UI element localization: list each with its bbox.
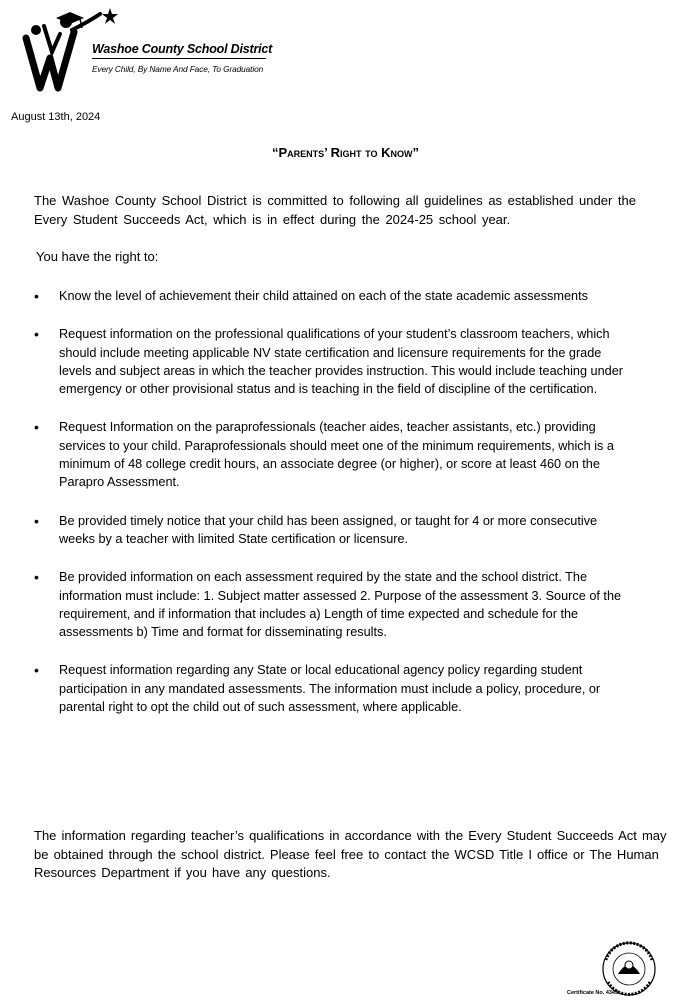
list-item [34,661,634,716]
document-title: “Parents’ Right to Know” [271,145,419,160]
bullet-icon: • [34,512,39,529]
list-item [34,568,634,641]
org-tagline: Every Child, By Name And Face, To Graduation [92,64,264,74]
list-item-text: Request Information on the paraprofessionals (teacher aides, teacher assistants, etc.) providing services to your child. Paraprofessionals should meet one of the minimum requirements, which is a minimum of 48 college credit hours, an associate degree (or higher), or score at least 460 on the Parapro Assessment. [59,420,614,490]
header-divider [92,58,266,59]
list-item [34,512,634,549]
bullet-icon: • [34,569,39,586]
bullet-icon: • [34,326,39,343]
list-item-text: Know the level of achievement their child attained on each of the state academic assessments [59,289,588,303]
bullet-icon: • [34,288,39,304]
bullet-icon: • [34,419,39,436]
org-name: Washoe County School District [92,42,273,56]
bullet-icon: • [34,662,39,679]
rights-heading: You have the right to: [36,249,159,264]
rights-list [34,287,634,736]
letter-date: August 13th, 2024 [11,111,101,123]
intro-paragraph: The Washoe County School District is committed to following all guidelines as established under the Every Student Succeeds Act, which is in effect during the 2024-25 school year. [34,193,636,227]
list-item-text: Be provided information on each assessment required by the state and the school district. The information must include: 1. Subject matter assessed 2. Purpose of the assessment 3. Source of the requirement, and if information that includes a) Length of time expected and schedule for the assessments b) Time and format for disseminating results. [59,570,622,640]
certificate-number: Certificate No. 4343 [567,990,619,996]
list-item [34,287,634,305]
list-item-text: Request information regarding any State or local educational agency policy regarding student participation in any mandated assessments. The information must include a policy, procedure, or parental right to opt the child out of such assessment, where applicable. [59,663,601,715]
closing-paragraph: The information regarding teacher’s qualifications in accordance with the Every Student Succeeds Act may be obtained through the school district. Please feel free to contact the WCSD Title I office or The Human Resources Department if you have any questions. [34,828,667,880]
list-item [34,418,634,491]
list-item-text: Request information on the professional qualifications of your student’s classroom teachers, which should include meeting applicable NV state certification and licensure requirements for the grade levels and subject areas in which the teacher provides instruction. This would include teaching under emergency or other provisional status and is teaching in the field of discipline of the certification. [59,327,623,397]
list-item-text: Be provided timely notice that your child has been assigned, or taught for 4 or more consecutive weeks by a teacher with limited State certification or licensure. [59,513,598,546]
list-item [34,325,634,398]
